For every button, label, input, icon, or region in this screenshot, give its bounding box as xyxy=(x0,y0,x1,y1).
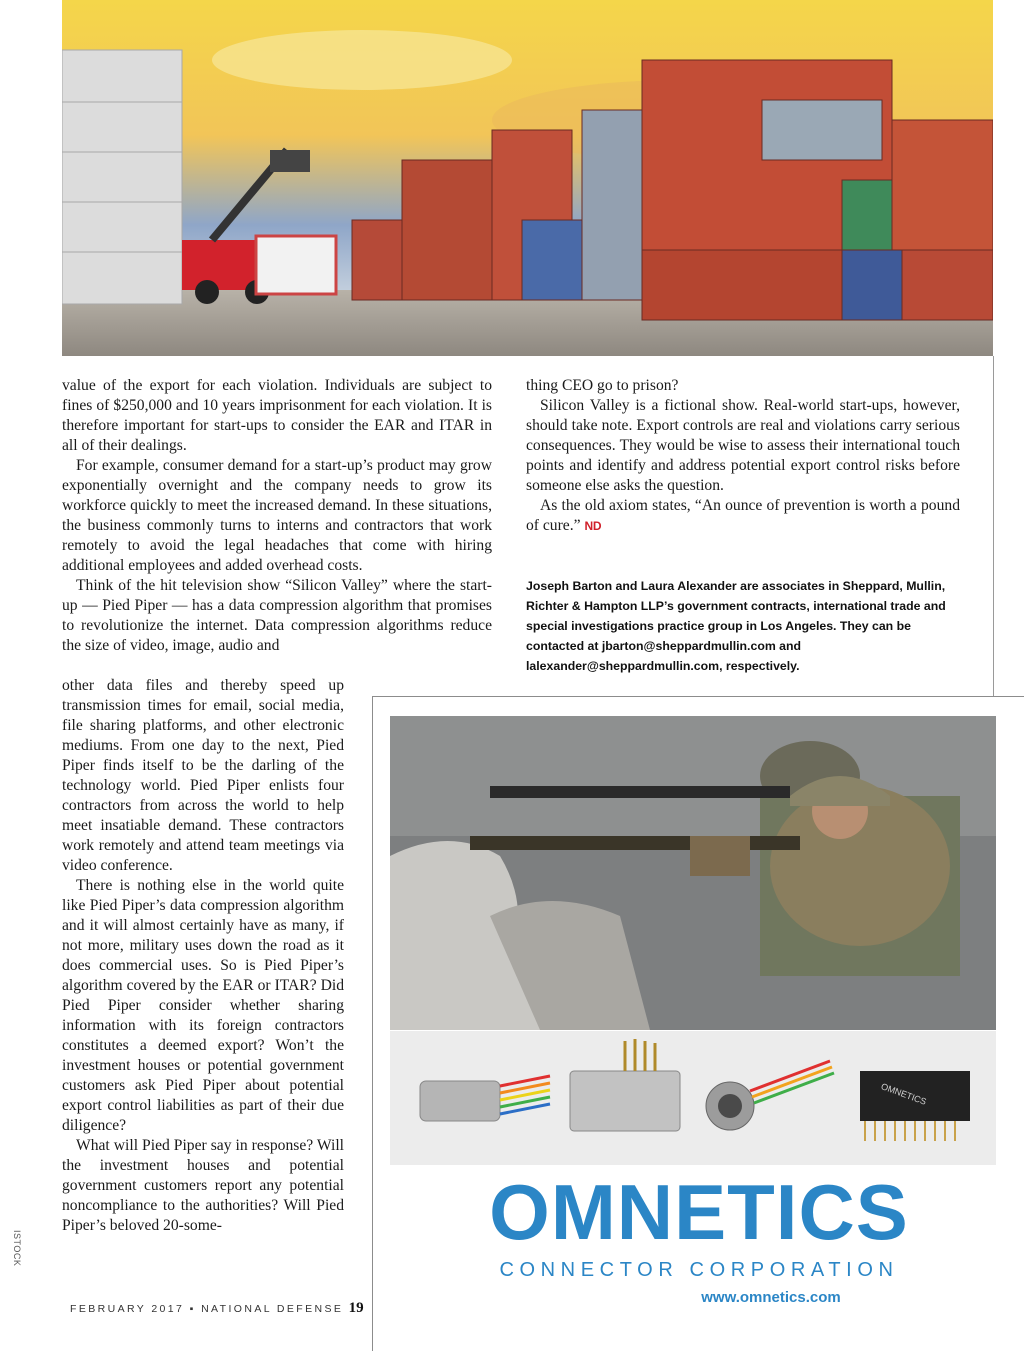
closing-text: As the old axiom states, “An ounce of prevention is worth a pound of cure.” xyxy=(526,497,960,534)
page-footer xyxy=(70,1300,364,1317)
omnetics-advertisement[interactable] xyxy=(372,696,1024,1351)
photo-credit: ISTOCK xyxy=(12,1230,22,1267)
hero-image xyxy=(62,0,993,356)
author-bio: Joseph Barton and Laura Alexander are associates in Sheppard, Mullin, Richter & Hampton LLP’s government contracts, international trade and special investigations practice group in Los Angeles. They can be contacted at jbarton@sheppardmullin.com and lalexander@sheppardmullin.com, respectively. xyxy=(526,579,946,673)
ad-connectors-image xyxy=(390,1031,996,1165)
omnetics-logo: OMNETICS xyxy=(489,1168,909,1256)
omnetics-url-link[interactable]: www.omnetics.com xyxy=(701,1289,841,1306)
ad-soldiers-photo xyxy=(390,716,996,1030)
footer-separator: ▪ xyxy=(189,1303,196,1315)
article-paragraph: What will Pied Piper say in response? Will the investment houses and potential government customers report any potential noncompliance to the authorities? Will Pied Piper’s beloved 20-some- xyxy=(62,1137,344,1234)
article-paragraph: thing CEO go to prison? xyxy=(526,377,679,394)
article-column-right xyxy=(526,376,960,536)
article-column-left xyxy=(62,376,492,656)
article-paragraph: Think of the hit television show “Silicon Valley” where the start-up — Pied Piper — has a data compression algorithm that promises to revolutionize the internet. Data compression algorithms reduce the size of video, image, audio and xyxy=(62,577,492,654)
article-paragraph: value of the export for each violation. Individuals are subject to fines of $250,000 and 10 years imprisonment for each violation. It is therefore important for start-ups to consider the EAR and ITAR in all of their dealings. xyxy=(62,377,492,454)
article-paragraph xyxy=(526,496,960,536)
end-mark: ND xyxy=(584,519,602,533)
article-paragraph: For example, consumer demand for a start-up’s product may grow exponentially overnight and the company needs to grow its workforce quickly to meet the increased demand. In these situations, the business commonly turns to interns and contractors that work remotely to avoid the legal headaches that come with hiring additional employees and added overhead costs. xyxy=(62,457,492,574)
column-rule xyxy=(993,356,994,696)
article-column-left-narrow xyxy=(62,676,344,1236)
footer-issue: FEBRUARY 2017 xyxy=(70,1303,185,1315)
article-paragraph: other data files and thereby speed up transmission times for email, social media, file sharing platforms, and other electronic mediums. From one day to the next, Pied Piper finds itself to be the darling of the technology world. Pied Piper enlists four contractors from across the world to help meet insatiable demand. These contractors work remotely and attend team meetings via video conference. xyxy=(62,677,344,874)
connector-label: OMNETICS xyxy=(879,1081,928,1107)
page-number: 19 xyxy=(348,1300,364,1316)
omnetics-subtitle: CONNECTOR CORPORATION xyxy=(499,1259,899,1281)
article-paragraph: There is nothing else in the world quite like Pied Piper’s data compression algorithm and it will almost certainly have as many, if not more, military uses down the road as it does commercial uses. So is Pied Piper’s algorithm covered by the EAR or ITAR? Did Pied Piper consider whether sharing information with its foreign contractors constitutes a deemed export? Won’t the investment houses or potential government customers ask Pied Piper about potential export control liabilities as part of their due diligence? xyxy=(62,877,344,1134)
article-paragraph: Silicon Valley is a fictional show. Real-world start-ups, however, should take note. Export controls are real and violations carry serious consequences. They would be wise to assess their international touch points and identify and address potential export control risks before someone else asks the question. xyxy=(526,397,960,494)
footer-magazine: NATIONAL DEFENSE xyxy=(201,1303,344,1315)
